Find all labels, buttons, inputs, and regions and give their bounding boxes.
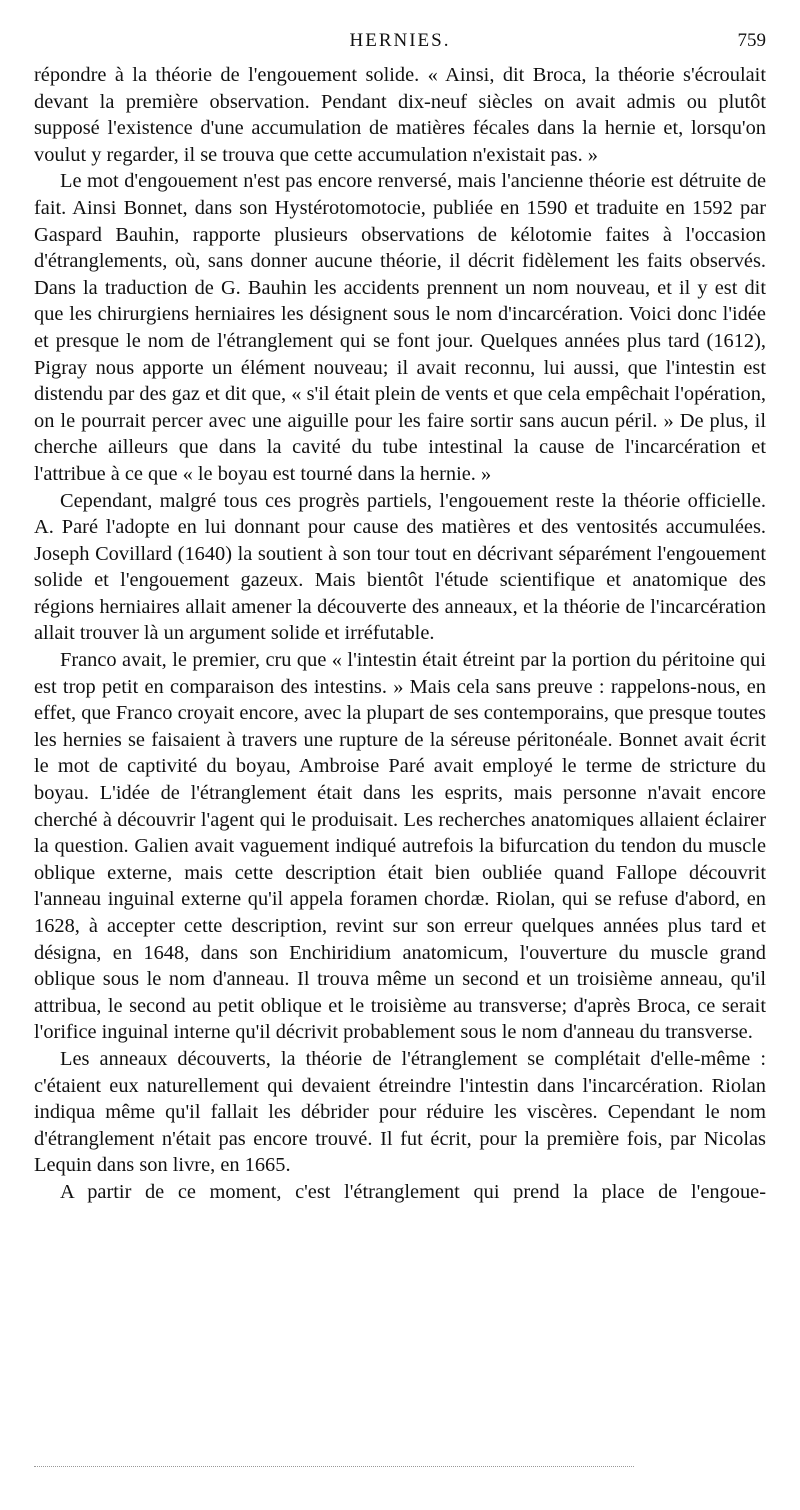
- paragraph-6: A partir de ce moment, c'est l'étranglement qui prend la place de l'engoue-: [60, 1180, 766, 1203]
- paragraph-2: Le mot d'engouement n'est pas encore renversé, mais l'ancienne théorie est détruite de fait. Ainsi Bonnet, dans son Hystérotomotocie, publiée en 1590 et traduite en 1592 par Gaspard Bauhin, rapporte plusieurs observations de kélotomie faites à l'occasion d'étranglements, où, sans donner aucune théorie, il décrit fidèlement les faits observés. Dans la traduction de G. Bauhin les accidents prennent un nom nouveau, et il y est dit que les chirurgiens herniaires les désignent sous le nom d'incarcération. Voici donc l'idée et presque le nom de l'étranglement qui se font jour. Quelques années plus tard (1612), Pigray nous apporte un élément nouveau; il avait reconnu, lui aussi, que l'intestin est distendu par des gaz et dit que, « s'il était plein de vents et que cela empêchait l'opération, on le pourrait percer avec une aiguille pour les faire sortir sans aucun péril. » De plus, il cherche ailleurs que dans la cavité du tube intestinal la cause de l'incarcération et l'attribue à ce que « le boyau est tourné dans la hernie. »: [34, 170, 766, 485]
- paragraph-1: répondre à la théorie de l'engouement solide. « Ainsi, dit Broca, la théorie s'écroulait devant la première observation. Pendant dix-neuf siècles on avait admis ou plutôt supposé l'existence d'une accumulation de matières fécales dans la hernie et, lorsqu'on voulut y regarder, il se trouva que cette accumulation n'existait pas. »: [34, 64, 766, 166]
- paragraph-3: Cependant, malgré tous ces progrès partiels, l'engouement reste la théorie officielle. A. Paré l'adopte en lui donnant pour cause des matières et des ventosités accumulées. Joseph Covillard (1640) la soutient à son tour tout en décrivant séparément l'engouement solide et l'engouement gazeux. Mais bientôt l'étude scientifique et anatomique des régions herniaires allait amener la découverte des anneaux, et la théorie de l'incarcération allait trouver là un argument solide et irréfutable.: [34, 489, 766, 645]
- body-text: [34, 62, 766, 1206]
- running-title: HERNIES.: [349, 30, 451, 51]
- paragraph-5: Les anneaux découverts, la théorie de l'étranglement se complétait d'elle-même : c'étaient eux naturellement qui devaient étreindre l'intestin dans l'incarcération. Riolan indiqua même qu'il fallait les débrider pour réduire les viscères. Cependant le nom d'étranglement n'était pas encore trouvé. Il fut écrit, pour la première fois, par Nicolas Lequin dans son livre, en 1665.: [34, 1047, 766, 1177]
- footer-bleed-through: [34, 1466, 634, 1467]
- paragraph-4: Franco avait, le premier, cru que « l'intestin était étreint par la portion du péritoine qui est trop petit en comparaison des intestins. » Mais cela sans preuve : rappelons-nous, en effet, que Franco croyait encore, avec la plupart de ses contemporains, que presque toutes les hernies se faisaient à travers une rupture de la séreuse péritonéale. Bonnet avait écrit le mot de captivité du boyau, Ambroise Paré avait employé le terme de stricture du boyau. L'idée de l'étranglement était dans les esprits, mais personne n'avait encore cherché à découvrir l'agent qui le produisait. Les recherches anatomiques allaient éclairer la question. Galien avait vaguement indiqué autrefois la bifurcation du tendon du muscle oblique externe, mais cette description était bien oubliée quand Fallope découvrit l'anneau inguinal externe qu'il appela foramen chordæ. Riolan, qui se refuse d'abord, en 1628, à accepter cette description, revint sur son erreur quelques années plus tard et désigna, en 1648, dans son Enchiridium anatomicum, l'ouverture du muscle grand oblique sous le nom d'anneau. Il trouva même un second et un troisième anneau, qu'il attribua, le second au petit oblique et le troisième au transverse; d'après Broca, ce serait l'orifice inguinal interne qu'il décrivit probablement sous le nom d'anneau du transverse.: [34, 649, 766, 1044]
- page-header: [34, 30, 766, 60]
- page-number: 759: [737, 30, 766, 51]
